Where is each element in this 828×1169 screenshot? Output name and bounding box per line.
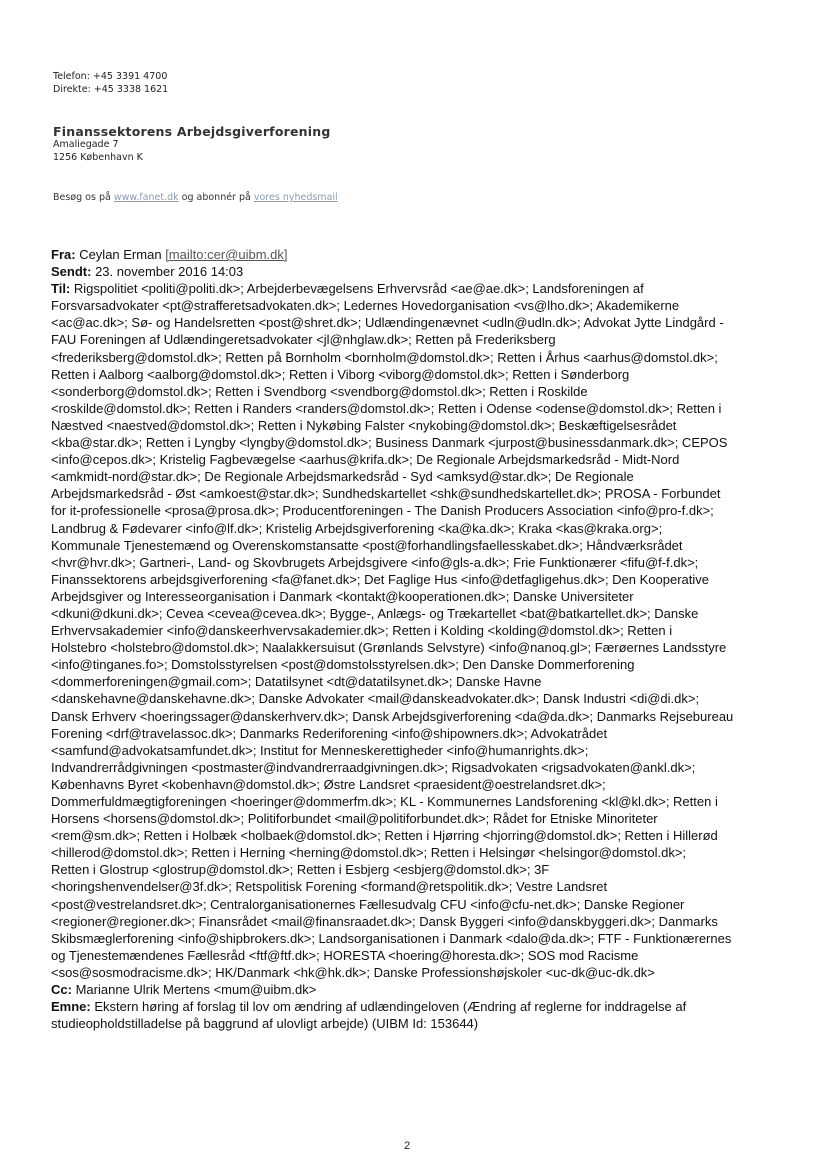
cc-row	[51, 981, 783, 998]
subject-row	[51, 998, 783, 1032]
to-line: <dkuni@dkuni.dk>; Cevea <cevea@cevea.dk>; Bygge-, Anlægs- og Trækartellet <bat@batkartellet.dk>; Danske	[51, 605, 699, 621]
organization-street: Amaliegade 7	[53, 139, 119, 150]
to-line: og Tjenestemændenes Fællesråd <ftf@ftf.dk>; HORESTA <hoering@horesta.dk>; SOS mod Racisme	[51, 947, 639, 963]
to-recipients	[51, 280, 783, 981]
from-mailto-link[interactable]: [mailto:cer@uibm.dk]	[165, 247, 288, 262]
to-line: <info@cepos.dk>; Kristelig Fagbevægelse <aarhus@krifa.dk>; De Regionale Arbejdsmarkedsråd - Midt-Nord	[51, 452, 680, 468]
to-line: Forening <drf@travelassoc.dk>; Danmarks Rederiforening <info@shipowners.dk>; Advokatrådet	[51, 725, 608, 741]
to-line: Arbejdsmarkedsråd - Øst <amkoest@star.dk>; Sundhedskartellet <shk@sundhedskartellet.dk>; PROSA - Forbundet	[51, 486, 721, 502]
to-line: <samfund@advokatsamfundet.dk>; Institut for Menneskerettigheder <info@humanrights.dk>;	[51, 742, 589, 758]
to-line: Holstebro <holstebro@domstol.dk>; Naalakkersuisut (Grønlands Selvstyre) <info@nanoq.gl>; Færøernes Landsstyre	[51, 640, 727, 656]
from-name: Ceylan Erman	[79, 247, 162, 262]
page-number: 2	[404, 1140, 411, 1152]
organization-block	[53, 124, 330, 164]
to-label: Til:	[51, 281, 71, 297]
from-label: Fra:	[51, 247, 76, 262]
to-line: Næstved <naestved@domstol.dk>; Retten i Nykøbing Falster <nykobing@domstol.dk>; Beskæftigelsesrådet	[51, 417, 677, 433]
website-link[interactable]: www.fanet.dk	[113, 192, 179, 203]
to-line: <info@tinganes.fo>; Domstolsstyrelsen <post@domstolsstyrelsen.dk>; Den Danske Dommerforening	[51, 657, 635, 673]
subject-text: Ekstern høring af forslag til lov om ændring af udlændingeloven (Ændring af reglerne for inddragelse af	[94, 999, 687, 1015]
to-line: Arbejdsgiver og Interesseorganisation i Danmark <kontakt@kooperationen.dk>; Danske Universiteter	[51, 588, 634, 604]
organization-name: Finanssektorens Arbejdsgiverforening	[53, 124, 331, 139]
to-line: Skibsmæglerforening <info@shipbrokers.dk>; Landsorganisationen i Danmark <dalo@da.dk>; FTF - Funktionærernes	[51, 930, 732, 946]
to-line: <hillerod@domstol.dk>; Retten i Herning <herning@domstol.dk>; Retten i Helsingør <helsingor@domstol.dk>;	[51, 845, 687, 861]
sent-row	[51, 263, 783, 280]
visit-line	[53, 192, 338, 203]
to-line: <regioner@regioner.dk>; Finansrådet <mail@finansraadet.dk>; Dansk Byggeri <info@danskbyggeri.dk>; Danmarks	[51, 913, 718, 929]
email-header	[51, 246, 783, 1032]
newsletter-link[interactable]: vores nyhedsmail	[253, 192, 338, 203]
to-line	[51, 280, 783, 297]
to-line: <frederiksberg@domstol.dk>; Retten på Bornholm <bornholm@domstol.dk>; Retten i Århus <aarhus@domstol.dk>;	[51, 349, 718, 365]
to-line: for it-professionelle <prosa@prosa.dk>; Producentforeningen - The Danish Producers Association <info@pro-f.dk>;	[51, 503, 714, 519]
subject-line	[51, 998, 783, 1015]
to-line: Dommerfuldmægtigforeningen <hoeringer@dommerfm.dk>; KL - Kommunernes Landsforening <kl@kl.dk>; Retten i	[51, 794, 718, 809]
to-line: Horsens <horsens@domstol.dk>; Politiforbundet <mail@politiforbundet.dk>; Rådet for Etniske Minoriteter	[51, 811, 658, 827]
to-line: Dansk Erhverv <hoeringssager@danskerhverv.dk>; Dansk Arbejdsgiverforening <da@da.dk>; Danmarks Rejsebureau	[51, 708, 734, 724]
to-line: Kommunale Tjenestemænd og Overenskomstansatte <post@forhandlingsfaellesskabet.dk>; Håndværksrådet	[51, 537, 683, 553]
to-line: Landbrug & Fødevarer <info@lf.dk>; Kristelig Arbejdsgiverforening <ka@ka.dk>; Kraka <kas@kraka.org>;	[51, 520, 663, 536]
direct-phone-line: Direkte: +45 3338 1621	[53, 83, 169, 95]
to-line: <sonderborg@domstol.dk>; Retten i Svendborg <svendborg@domstol.dk>; Retten i Roskilde	[51, 383, 588, 399]
to-line: Erhvervsakademier <info@danskeerhvervsakademier.dk>; Retten i Kolding <kolding@domstol.dk>; Retten i	[51, 623, 673, 639]
to-line: Retten i Aalborg <aalborg@domstol.dk>; Retten i Viborg <viborg@domstol.dk>; Retten i Sønderborg	[51, 366, 630, 382]
to-line: <kba@star.dk>; Retten i Lyngby <lyngby@domstol.dk>; Business Danmark <jurpost@businessdanmark.dk>; CEPOS	[51, 435, 728, 451]
to-line: <ac@ac.dk>; Sø- og Handelsretten <post@shret.dk>; Udlændingenævnet <udln@udln.dk>; Advokat Jytte Lindgård -	[51, 315, 724, 331]
subject-label: Emne:	[51, 999, 91, 1015]
to-line: <horingshenvendelser@3f.dk>; Retspolitisk Forening <formand@retspolitik.dk>; Vestre Landsret	[51, 879, 608, 895]
visit-prefix: Besøg os på	[53, 192, 111, 203]
to-line: Finanssektorens arbejdsgiverforening <fa@fanet.dk>; Det Faglige Hus <info@detfagligehus.dk>; Den Kooperative	[51, 571, 710, 587]
to-line-text: Rigspolitiet <politi@politi.dk>; Arbejderbevægelsens Erhvervsråd <ae@ae.dk>; Landsforeningen af	[73, 281, 644, 297]
to-line: <danskehavne@danskehavne.dk>; Danske Advokater <mail@danskeadvokater.dk>; Dansk Industri <di@di.dk>;	[51, 691, 700, 707]
phone-line: Telefon: +45 3391 4700	[53, 71, 168, 82]
subject-line: studieopholdstilladelse på baggrund af ulovligt arbejde) (UIBM Id: 153644)	[51, 1016, 479, 1032]
signature-block	[53, 71, 168, 96]
to-line: Forsvarsadvokater <pt@strafferetsadvokaten.dk>; Ledernes Hovedorganisation <vs@lho.dk>; Akademikerne	[51, 298, 680, 314]
visit-middle: og abonnér på	[181, 192, 251, 203]
cc-value: Marianne Ulrik Mertens <mum@uibm.dk>	[75, 982, 317, 998]
to-line: <dommerforeningen@gmail.com>; Datatilsynet <dt@datatilsynet.dk>; Danske Havne	[51, 674, 542, 690]
to-line: <roskilde@domstol.dk>; Retten i Randers <randers@domstol.dk>; Retten i Odense <odense@domstol.dk>; Retten i	[51, 400, 722, 416]
sent-label: Sendt:	[51, 264, 92, 280]
to-line: <hvr@hvr.dk>; Gartneri-, Land- og Skovbrugets Arbejdsgivere <info@gls-a.dk>; Frie Funktionærer <fifu@f-f.dk>;	[51, 554, 699, 570]
to-line: Københavns Byret <kobenhavn@domstol.dk>; Østre Landsret <praesident@oestrelandsret.dk>;	[51, 776, 606, 792]
to-line: <amkmidt-nord@star.dk>; De Regionale Arbejdsmarkedsråd - Syd <amksyd@star.dk>; De Regionale	[51, 469, 634, 485]
to-line: FAU Foreningen af Udlændingeretsadvokater <jl@nhglaw.dk>; Retten på Frederiksberg	[51, 332, 556, 348]
sent-value: 23. november 2016 14:03	[95, 264, 244, 280]
organization-city: 1256 København K	[53, 151, 143, 163]
from-row	[51, 246, 783, 263]
to-line: Retten i Glostrup <glostrup@domstol.dk>; Retten i Esbjerg <esbjerg@domstol.dk>; 3F	[51, 862, 550, 878]
to-line: <post@vestrelandsret.dk>; Centralorganisationernes Fællesudvalg CFU <info@cfu-net.dk>; Danske Regioner	[51, 896, 685, 912]
to-line: Indvandrerrådgivningen <postmaster@indvandrerraadgivningen.dk>; Rigsadvokaten <rigsadvokaten@ankl.dk>;	[51, 759, 696, 775]
cc-label: Cc:	[51, 982, 72, 998]
to-line: <sos@sosmodracisme.dk>; HK/Danmark <hk@hk.dk>; Danske Professionshøjskoler <uc-dk@uc-dk.dk>	[51, 964, 655, 980]
to-line: <rem@sm.dk>; Retten i Holbæk <holbaek@domstol.dk>; Retten i Hjørring <hjorring@domstol.dk>; Retten i Hillerød	[51, 828, 718, 844]
